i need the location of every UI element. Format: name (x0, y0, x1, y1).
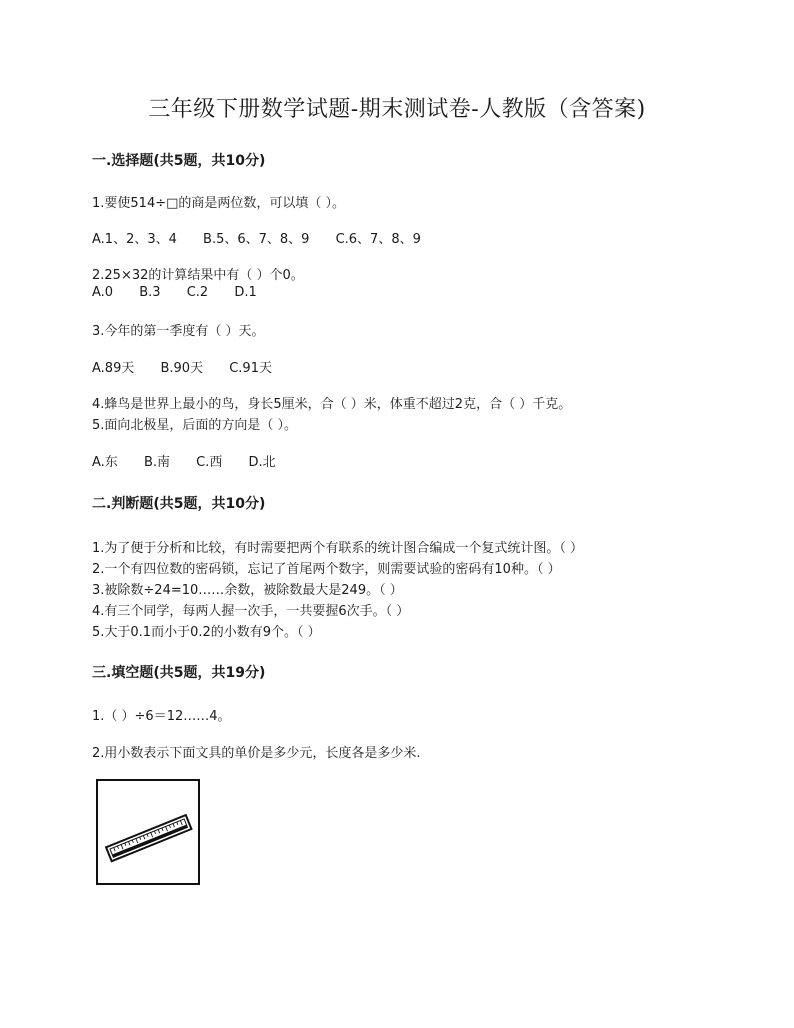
option-c: C.2 (186, 285, 209, 300)
option-b: B.南 (143, 455, 171, 470)
question-1: 1.要使514÷□的商是两位数，可以填（ ）。 (92, 196, 346, 211)
judgement-item-4: 4.有三个同学，每两人握一次手，一共要握6次手。（ ） (92, 604, 410, 619)
page-title: 三年级下册数学试题-期末测试卷-人教版（含答案) (148, 97, 646, 122)
option-d: D.北 (248, 455, 276, 470)
option-a: A.89天 (92, 361, 135, 376)
option-c: C.西 (196, 455, 223, 470)
option-b: B.90天 (160, 361, 204, 376)
question-4: 4.蜂鸟是世界上最小的鸟，身长5厘米，合（ ）米，体重不超过2克，合（ ）千克。 (92, 397, 572, 412)
option-c: C.6、7、8、9 (335, 232, 421, 247)
question-5: 5.面向北极星，后面的方向是（ ）。 (92, 418, 298, 433)
option-d: D.1 (234, 285, 257, 300)
option-a: A.东 (92, 455, 118, 470)
ruler-icon (98, 781, 198, 883)
question-5-options (92, 451, 276, 470)
section-heading-judgement: 二.判断题(共5题，共10分) (92, 496, 266, 512)
question-2: 2.25×32的计算结果中有（ ）个0。 (92, 268, 304, 283)
option-a: A.0 (92, 285, 114, 300)
option-a: A.1、2、3、4 (92, 232, 177, 247)
ruler-figure (96, 779, 200, 885)
section-heading-fill-blank: 三.填空题(共5题，共19分) (92, 665, 266, 681)
option-c: C.91天 (229, 361, 272, 376)
fill-question-1: 1.（ ）÷6＝12……4。 (92, 709, 231, 724)
judgement-item-3: 3.被除数÷24=10……余数，被除数最大是249。（ ） (92, 583, 403, 598)
judgement-item-1: 1.为了便于分析和比较，有时需要把两个有联系的统计图合编成一个复式统计图。（ ） (92, 541, 584, 556)
section-heading-choice: 一.选择题(共5题，共10分) (92, 153, 266, 169)
question-3-options (92, 357, 272, 376)
question-1-options (92, 228, 421, 247)
option-b: B.3 (139, 285, 161, 300)
fill-question-2: 2.用小数表示下面文具的单价是多少元，长度各是多少米. (92, 746, 421, 761)
option-b: B.5、6、7、8、9 (203, 232, 310, 247)
question-2-options (92, 285, 257, 300)
judgement-item-2: 2.一个有四位数的密码锁，忘记了首尾两个数字，则需要试验的密码有10种。（ ） (92, 562, 561, 577)
question-3: 3.今年的第一季度有（ ）天。 (92, 324, 265, 339)
judgement-item-5: 5.大于0.1而小于0.2的小数有9个。（ ） (92, 625, 321, 640)
